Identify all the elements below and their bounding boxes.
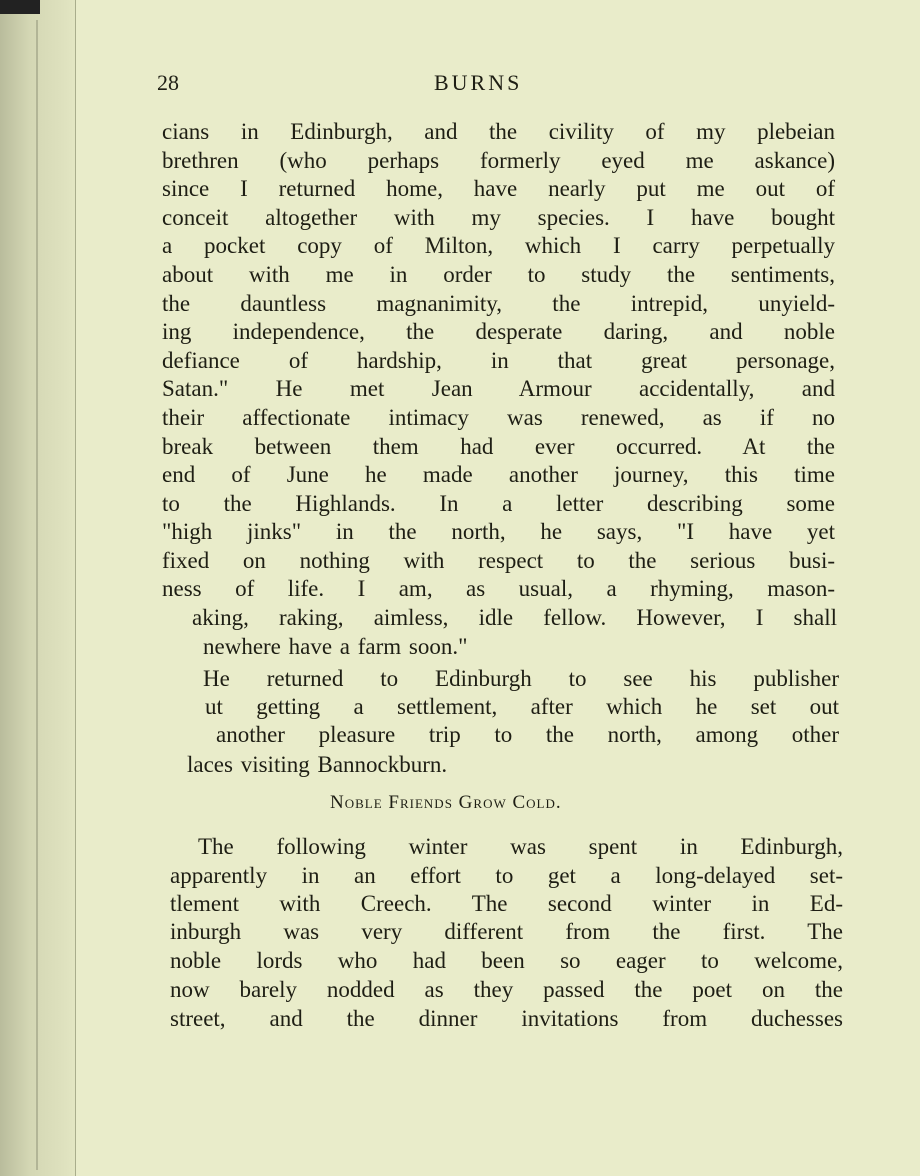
spine-edge xyxy=(36,20,38,1170)
text-line: newhere have a farm soon." xyxy=(203,634,468,659)
page-edge xyxy=(75,0,76,1176)
text-line: to the Highlands. In a letter describing some xyxy=(162,491,835,516)
text-line: The following winter was spent in Edinburgh, xyxy=(198,834,843,859)
text-line: tlement with Creech. The second winter in Ed- xyxy=(170,891,843,916)
book-spine-shadow xyxy=(0,0,76,1176)
text-line: end of June he made another journey, this time xyxy=(162,462,835,487)
running-head: BURNS xyxy=(434,70,523,95)
text-line: now barely nodded as they passed the poet on the xyxy=(170,977,843,1002)
text-line: cians in Edinburgh, and the civility of my plebeian xyxy=(162,119,835,144)
text-line: the dauntless magnanimity, the intrepid, unyield- xyxy=(162,291,835,316)
text-line: street, and the dinner invitations from duchesses xyxy=(170,1006,843,1031)
text-line: brethren (who perhaps formerly eyed me askance) xyxy=(162,148,835,173)
text-line: conceit altogether with my species. I have bought xyxy=(162,205,835,230)
section-heading: Noble Friends Grow Cold. xyxy=(330,792,562,813)
text-line: their affectionate intimacy was renewed, as if no xyxy=(162,405,835,430)
text-line: laces visiting Bannockburn. xyxy=(187,752,448,777)
text-line: Satan." He met Jean Armour accidentally, and xyxy=(162,376,835,401)
text-line: apparently in an effort to get a long-delayed set- xyxy=(170,863,843,888)
text-line: another pleasure trip to the north, among other xyxy=(216,722,839,747)
text-line: "high jinks" in the north, he says, "I have yet xyxy=(162,519,835,544)
text-line: since I returned home, have nearly put me out of xyxy=(162,176,835,201)
text-line: defiance of hardship, in that great personage, xyxy=(162,348,835,373)
page-number: 28 xyxy=(157,70,179,95)
text-line: aking, raking, aimless, idle fellow. However, I shall xyxy=(192,605,837,630)
text-line: He returned to Edinburgh to see his publisher xyxy=(203,666,839,691)
text-line: ness of life. I am, as usual, a rhyming, mason- xyxy=(162,576,835,601)
text-line: inburgh was very different from the first. The xyxy=(170,919,843,944)
text-line: a pocket copy of Milton, which I carry perpetually xyxy=(162,233,835,258)
text-line: about with me in order to study the sentiments, xyxy=(162,262,835,287)
text-line: noble lords who had been so eager to welcome, xyxy=(170,948,843,973)
text-line: break between them had ever occurred. At the xyxy=(162,434,835,459)
scan-corner xyxy=(0,0,40,14)
text-line: ut getting a settlement, after which he set out xyxy=(205,694,839,719)
text-line: ing independence, the desperate daring, and noble xyxy=(162,319,835,344)
text-line: fixed on nothing with respect to the serious busi- xyxy=(162,548,835,573)
